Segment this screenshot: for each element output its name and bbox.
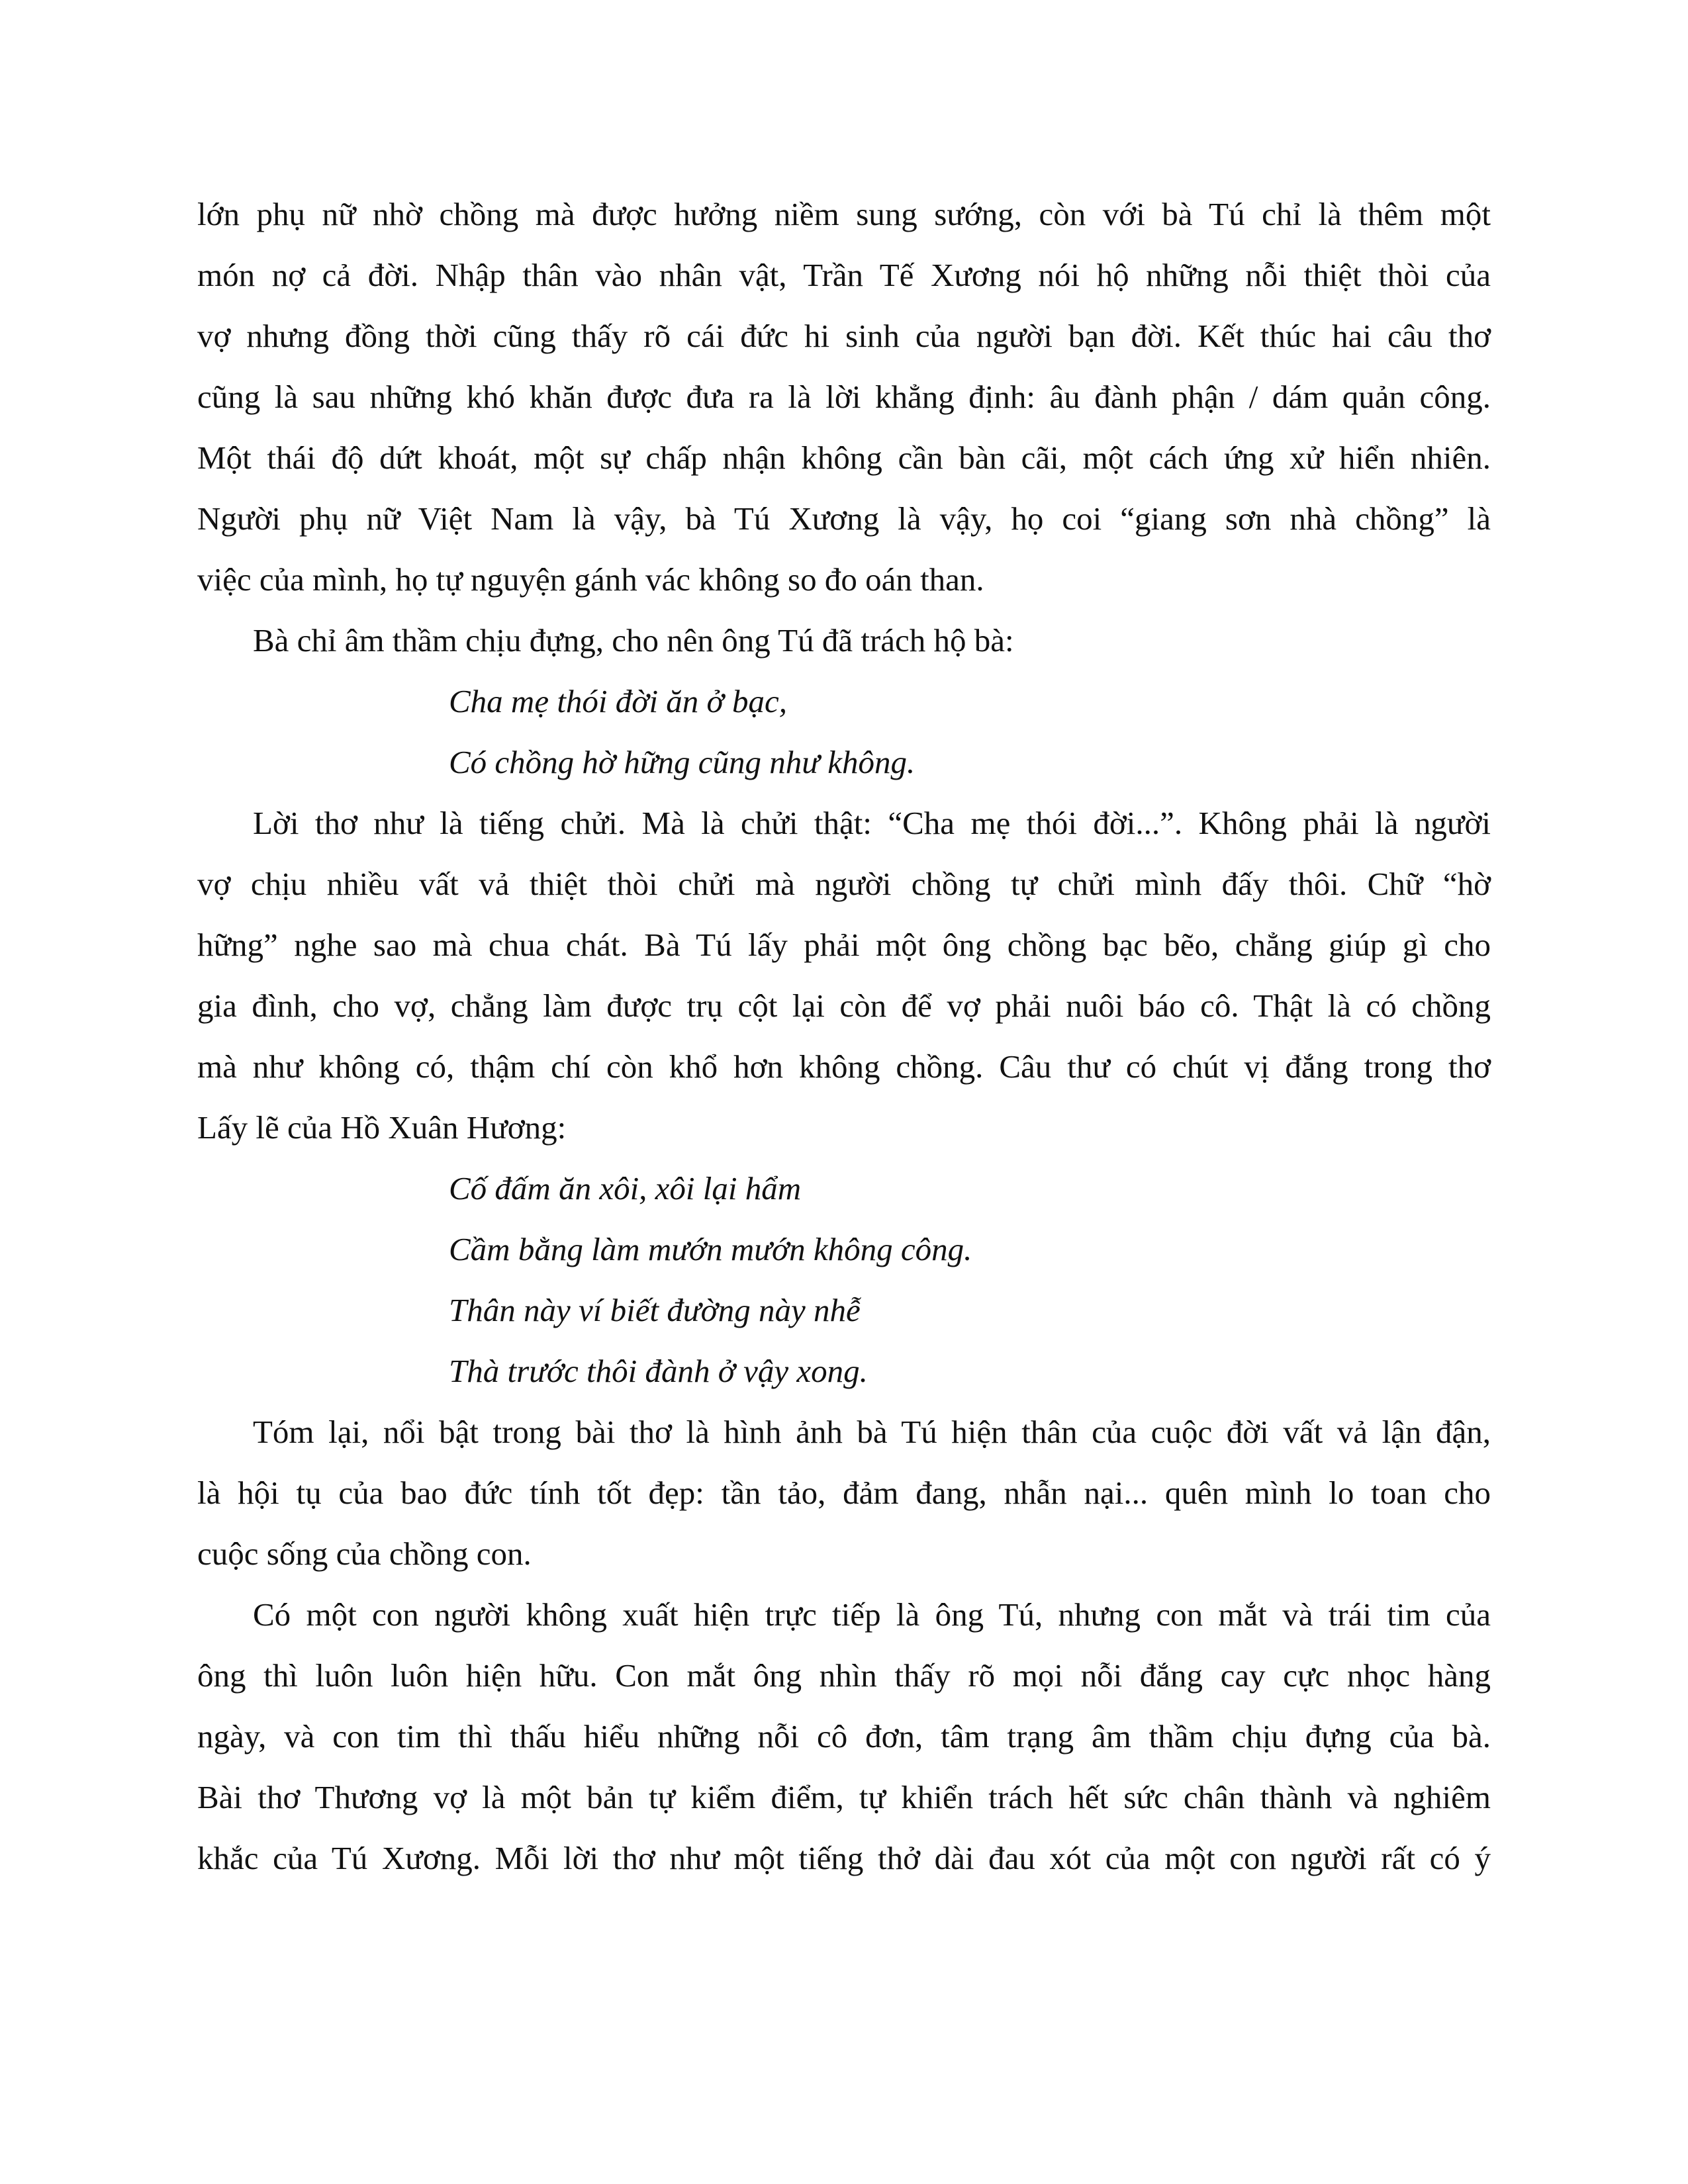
text-line: khắc của Tú Xương. Mỗi lời thơ như một tiếng thở dài đau xót của một con người rất có ý [197, 1840, 1491, 1876]
verse-line: Có chồng hờ hững cũng như không. [449, 744, 915, 780]
text-line: Có một con người không xuất hiện trực tiếp là ông Tú, nhưng con mắt và trái tim của [253, 1596, 1491, 1633]
text-line: việc của mình, họ tự nguyện gánh vác không so đo oán than. [197, 561, 984, 598]
text-line: cuộc sống của chồng con. [197, 1535, 532, 1572]
text-line: vợ nhưng đồng thời cũng thấy rõ cái đức hi sinh của người bạn đời. Kết thúc hai câu thơ [197, 318, 1491, 354]
text-line: Người phụ nữ Việt Nam là vậy, bà Tú Xương là vậy, họ coi “giang sơn nhà chồng” là [197, 500, 1491, 537]
text-line: Tóm lại, nổi bật trong bài thơ là hình ảnh bà Tú hiện thân của cuộc đời vất vả lận đận, [253, 1414, 1491, 1450]
text-line: Bà chỉ âm thầm chịu đựng, cho nên ông Tú đã trách hộ bà: [253, 622, 1014, 659]
text-line: vợ chịu nhiều vất vả thiệt thòi chửi mà người chồng tự chửi mình đấy thôi. Chữ “hờ [197, 866, 1491, 902]
text-line: cũng là sau những khó khăn được đưa ra là lời khẳng định: âu đành phận / dám quản công. [197, 379, 1491, 415]
text-line: ông thì luôn luôn hiện hữu. Con mắt ông nhìn thấy rõ mọi nỗi đắng cay cực nhọc hàng [197, 1657, 1491, 1694]
document-page [197, 184, 1491, 1889]
paragraph [197, 184, 1491, 610]
text-line: Một thái độ dứt khoát, một sự chấp nhận không cần bàn cãi, một cách ứng xử hiển nhiên. [197, 439, 1491, 476]
paragraph [197, 610, 1491, 671]
verse-line: Thân này ví biết đường này nhễ [449, 1292, 861, 1328]
text-line: Lời thơ như là tiếng chửi. Mà là chửi thật: “Cha mẹ thói đời...”. Không phải là người [253, 805, 1491, 841]
verse-line: Thà trước thôi đành ở vậy xong. [449, 1353, 868, 1389]
text-line: mà như không có, thậm chí còn khổ hơn không chồng. Câu thư có chút vị đắng trong thơ [197, 1048, 1491, 1085]
verse-block [197, 671, 1491, 793]
text-line: Bài thơ Thương vợ là một bản tự kiểm điểm, tự khiển trách hết sức chân thành và nghiêm [197, 1779, 1491, 1815]
verse-block [197, 1158, 1491, 1402]
verse-line: Cha mẹ thói đời ăn ở bạc, [449, 683, 787, 719]
text-line: là hội tụ của bao đức tính tốt đẹp: tần tảo, đảm đang, nhẫn nại... quên mình lo toan cho [197, 1475, 1491, 1511]
paragraph [197, 793, 1491, 1158]
paragraph [197, 1584, 1491, 1889]
paragraph [197, 1402, 1491, 1584]
text-line: ngày, và con tim thì thấu hiểu những nỗi cô đơn, tâm trạng âm thầm chịu đựng của bà. [197, 1718, 1491, 1754]
verse-line: Cố đấm ăn xôi, xôi lại hẩm [449, 1170, 802, 1206]
text-line: gia đình, cho vợ, chẳng làm được trụ cột lại còn để vợ phải nuôi báo cô. Thật là có chồng [197, 987, 1491, 1024]
text-line: lớn phụ nữ nhờ chồng mà được hưởng niềm sung sướng, còn với bà Tú chỉ là thêm một [197, 196, 1491, 232]
verse-line: Cầm bằng làm mướn mướn không công. [449, 1231, 972, 1267]
text-line: hững” nghe sao mà chua chát. Bà Tú lấy phải một ông chồng bạc bẽo, chẳng giúp gì cho [197, 927, 1491, 963]
text-line: Lấy lẽ của Hồ Xuân Hương: [197, 1109, 567, 1146]
text-line: món nợ cả đời. Nhập thân vào nhân vật, Trần Tế Xương nói hộ những nỗi thiệt thòi của [197, 257, 1491, 293]
